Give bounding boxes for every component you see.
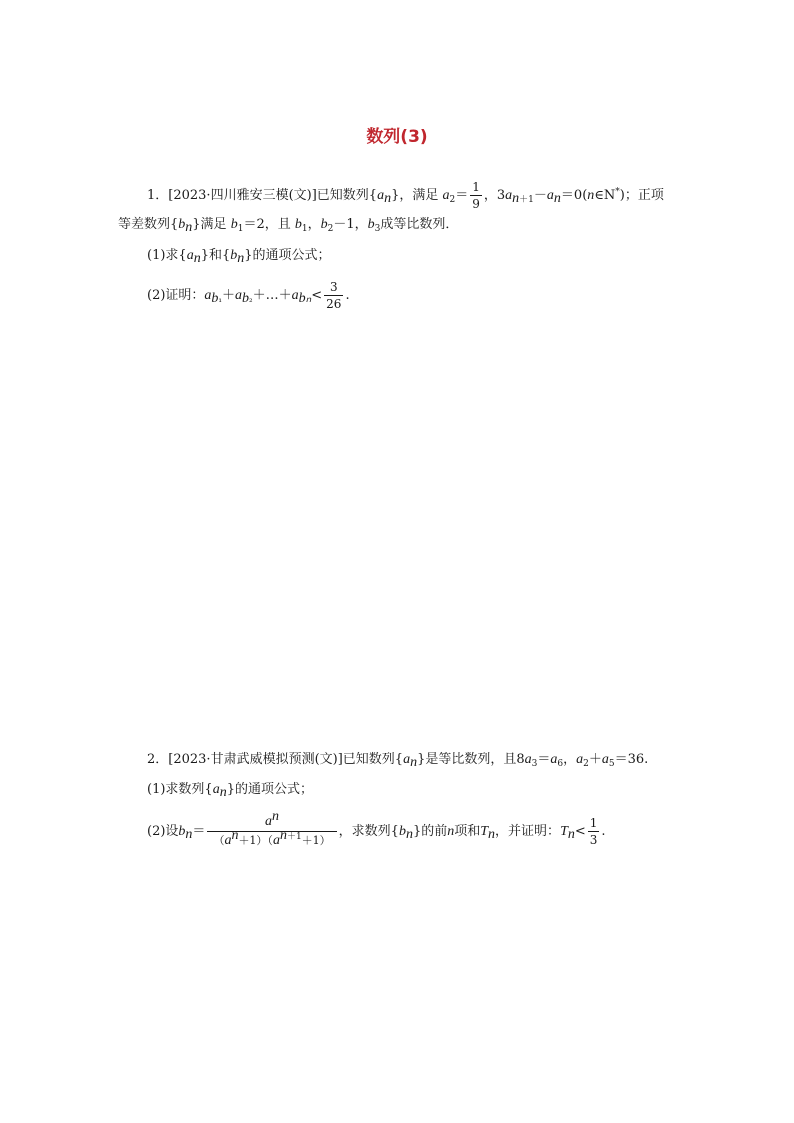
fraction-bound-2: $\frac{1}{3}$: [589, 816, 598, 847]
problem-1-line-1: 1．[2023·四川雅安三模(文)]已知数列$\{a_n\}$，满足 $a_2=$ $\frac{1}{9}$ ，$3a_{n+1}-a_n=0(n\in N^*)$；正项: [147, 180, 664, 211]
problem-1-part-1: (1)求$\{a_n\}$和$\{b_n\}$的通项公式；: [147, 248, 331, 266]
problem-2-line-1: 2．[2023·甘肃武威模拟预测(文)]已知数列$\{a_n\}$是等比数列，且$8a_3=a_6$，$a_2+a_5=36$.: [147, 752, 649, 770]
fraction-a2: $\frac{1}{9}$: [472, 180, 480, 211]
problem-1-line-2: 等差数列$\{b_n\}$满足 $b_1=2$，且 $b_1$，$b_2-1$，$b_3$成等比数列．: [118, 217, 459, 235]
problem-1-source: [2023·四川雅安三模(文)]: [168, 188, 317, 203]
problem-1-part-2: (2)证明：$a_{b_1}+a_{b_2}+\dots+a_{b_n}<$ $\frac{3}{26}$ .: [147, 280, 350, 311]
problem-2-part-2: (2)设$b_n=$ $\frac{a^n}{(a^n+1)(a^{n+1}+1)}$ ，求数列$\{b_n\}$的前n项和$T_n$，并证明：$T_n<$ $\frac{1}{3}$ .: [147, 809, 606, 848]
page-title: 数列(3): [366, 127, 428, 147]
fraction-bound-1: $\frac{3}{26}$: [326, 280, 342, 311]
problem-2-source: [2023·甘肃武威模拟预测(文)]: [168, 752, 343, 767]
problem-2-part-1: (1)求数列$\{a_n\}$的通项公式；: [147, 782, 313, 800]
fraction-bn: $\frac{a^n}{(a^n+1)(a^{n+1}+1)}$: [207, 815, 336, 848]
